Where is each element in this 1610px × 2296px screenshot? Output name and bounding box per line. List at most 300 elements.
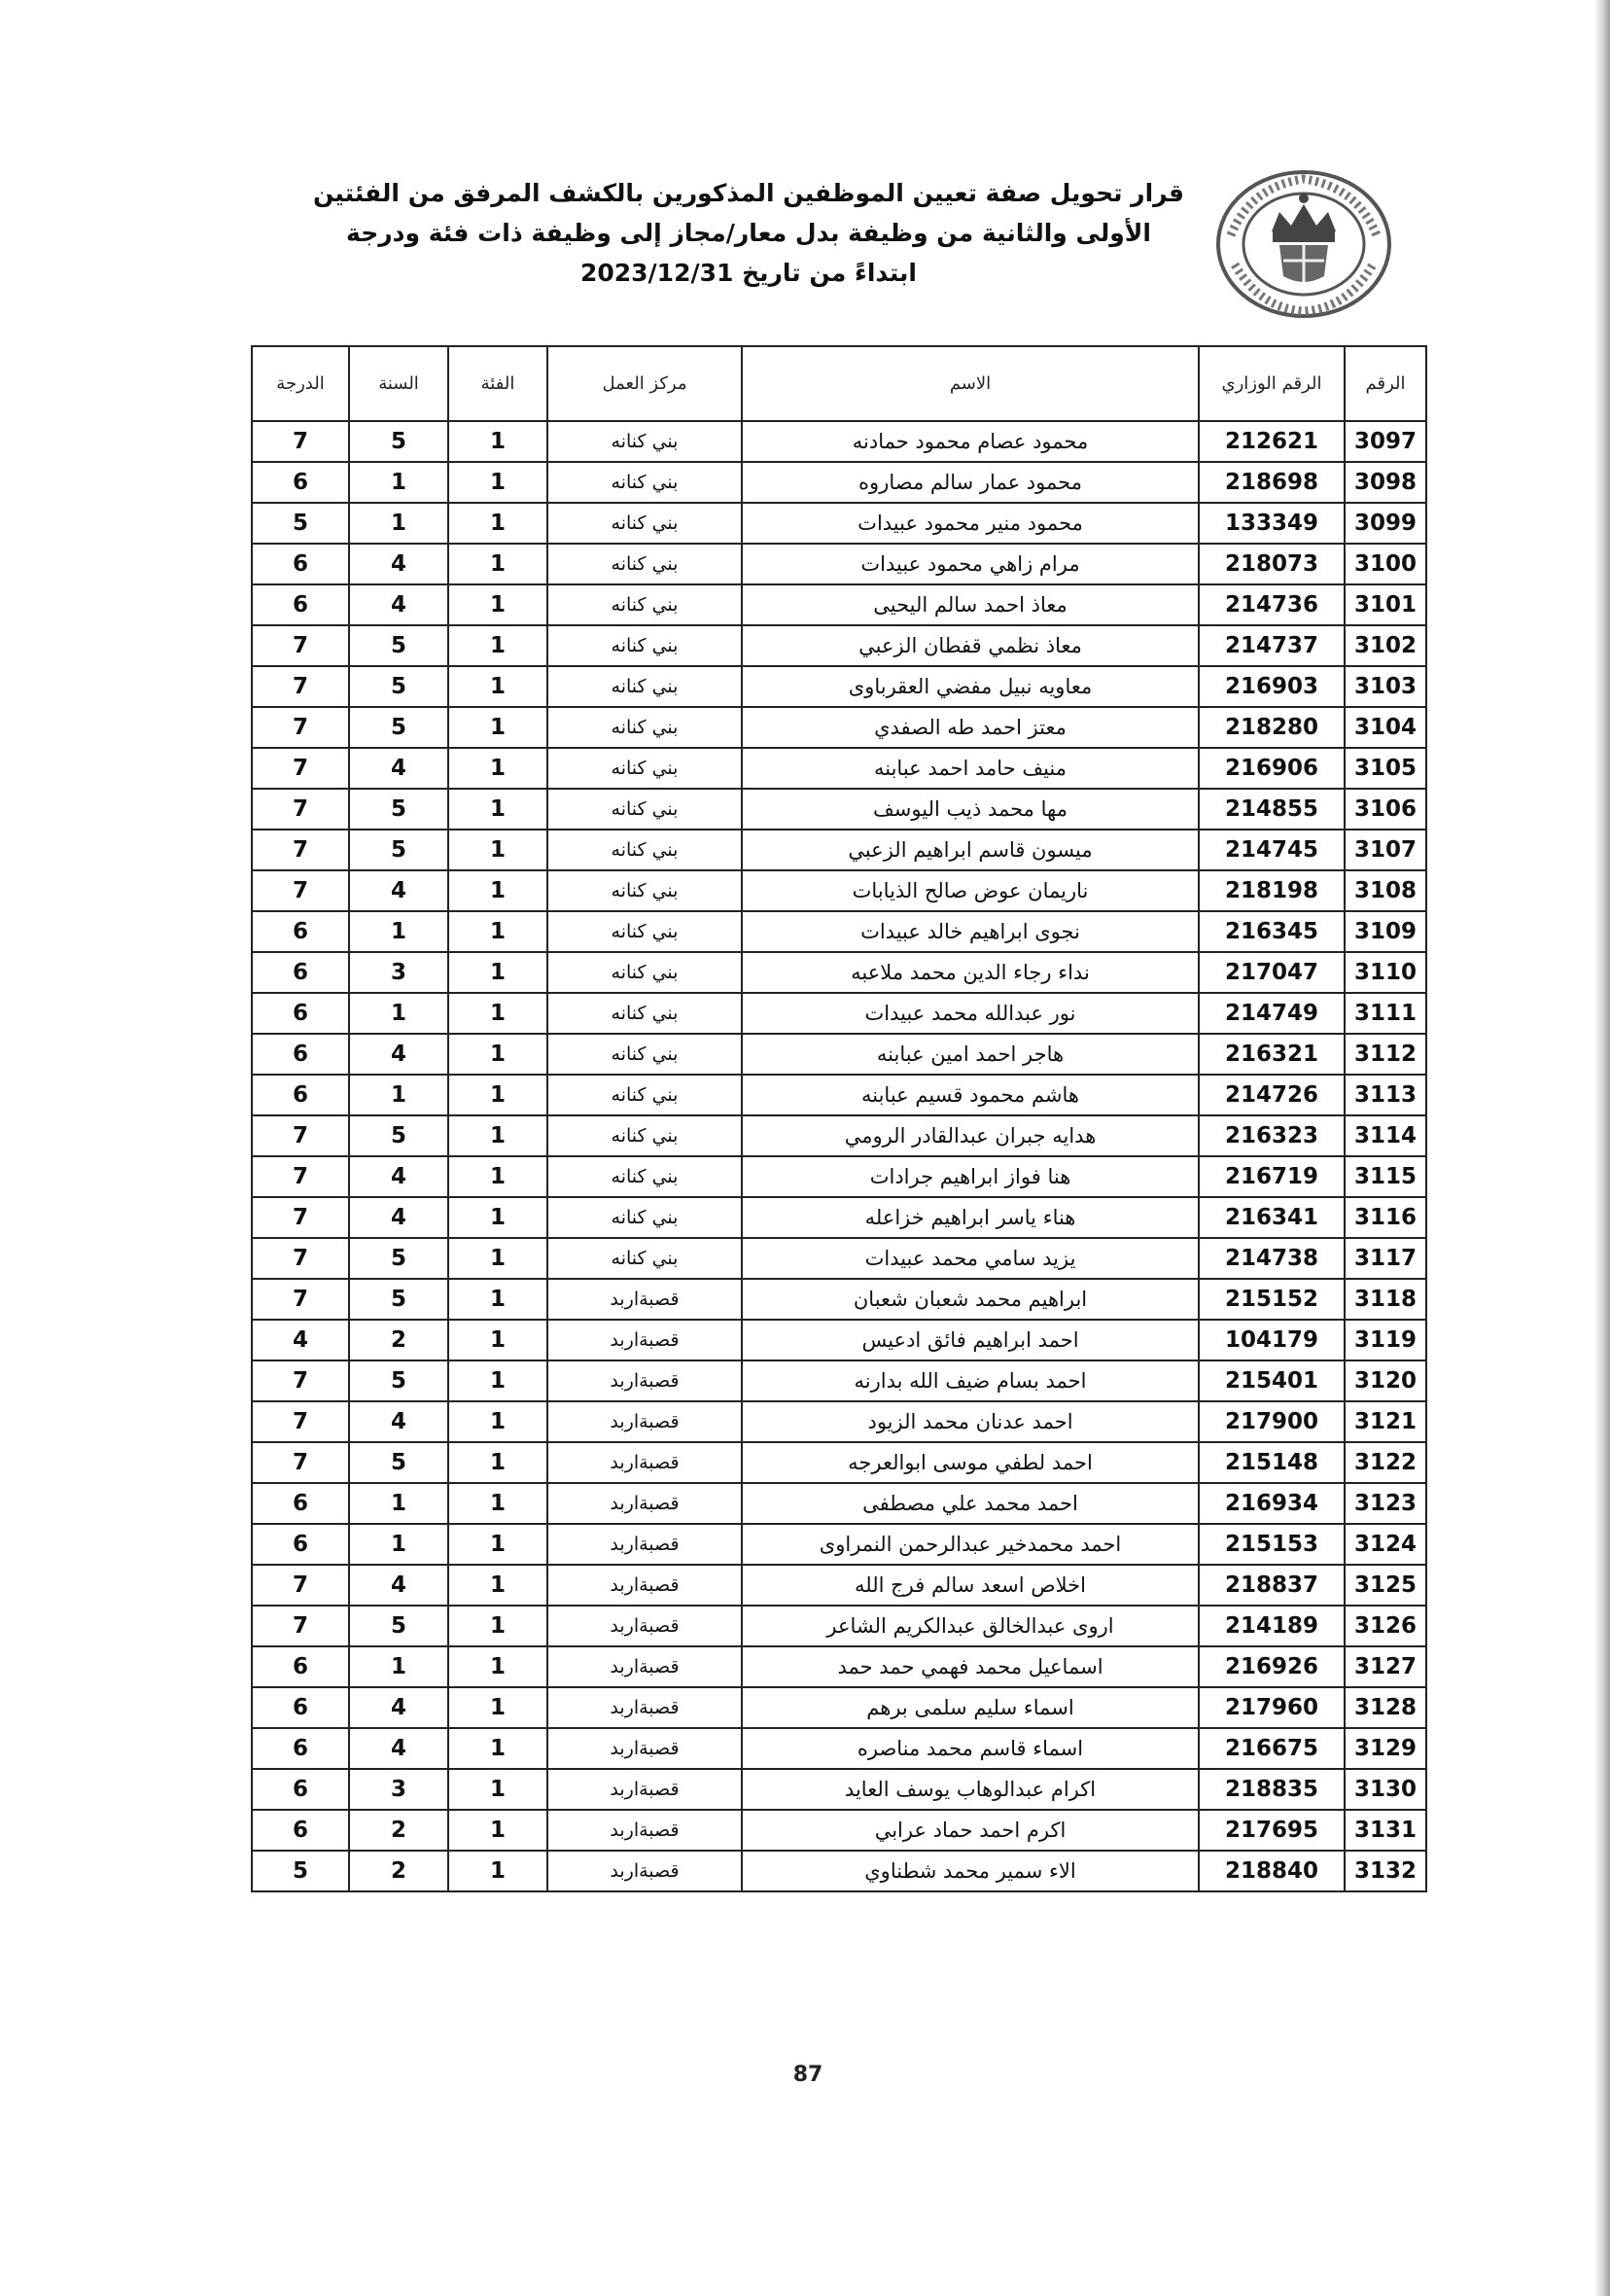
cell-grade: 7 xyxy=(252,707,349,748)
cell-num: 3125 xyxy=(1345,1565,1426,1606)
cell-grade: 7 xyxy=(252,1401,349,1442)
cell-num: 3117 xyxy=(1345,1238,1426,1279)
cell-location: قصبةاربد xyxy=(547,1646,742,1687)
cell-name: محمود عصام محمود حمادنه xyxy=(742,421,1199,462)
cell-ministry-no: 214855 xyxy=(1199,789,1345,830)
table-row xyxy=(252,1034,1426,1075)
cell-year: 1 xyxy=(349,1483,448,1524)
cell-num: 3127 xyxy=(1345,1646,1426,1687)
cell-grade: 7 xyxy=(252,1442,349,1483)
cell-name: معتز احمد طه الصفدي xyxy=(742,707,1199,748)
cell-year: 5 xyxy=(349,421,448,462)
cell-num: 3118 xyxy=(1345,1279,1426,1320)
cell-num: 3104 xyxy=(1345,707,1426,748)
cell-num: 3102 xyxy=(1345,625,1426,666)
cell-grade: 6 xyxy=(252,1646,349,1687)
cell-location: بني كنانه xyxy=(547,666,742,707)
cell-year: 2 xyxy=(349,1810,448,1851)
cell-ministry-no: 214189 xyxy=(1199,1606,1345,1646)
cell-name: احمد عدنان محمد الزيود xyxy=(742,1401,1199,1442)
cell-name: يزيد سامي محمد عبيدات xyxy=(742,1238,1199,1279)
cell-ministry-no: 218073 xyxy=(1199,544,1345,584)
table-row xyxy=(252,1320,1426,1360)
cell-num: 3114 xyxy=(1345,1115,1426,1156)
cell-num: 3130 xyxy=(1345,1769,1426,1810)
table-row xyxy=(252,666,1426,707)
cell-name: اسماعيل محمد فهمي حمد حمد xyxy=(742,1646,1199,1687)
cell-year: 5 xyxy=(349,789,448,830)
cell-category: 1 xyxy=(448,1565,547,1606)
table-row xyxy=(252,1401,1426,1442)
cell-category: 1 xyxy=(448,911,547,952)
cell-category: 1 xyxy=(448,1851,547,1891)
cell-category: 1 xyxy=(448,1360,547,1401)
cell-category: 1 xyxy=(448,707,547,748)
cell-location: قصبةاربد xyxy=(547,1687,742,1728)
cell-location: قصبةاربد xyxy=(547,1442,742,1483)
cell-num: 3100 xyxy=(1345,544,1426,584)
cell-year: 1 xyxy=(349,993,448,1034)
cell-grade: 6 xyxy=(252,1769,349,1810)
cell-grade: 7 xyxy=(252,789,349,830)
cell-ministry-no: 218198 xyxy=(1199,870,1345,911)
table-row xyxy=(252,1238,1426,1279)
cell-location: بني كنانه xyxy=(547,1197,742,1238)
cell-num: 3115 xyxy=(1345,1156,1426,1197)
table-body xyxy=(252,421,1426,1891)
cell-grade: 7 xyxy=(252,1197,349,1238)
cell-grade: 6 xyxy=(252,1034,349,1075)
cell-name: معاويه نبيل مفضي العقرباوى xyxy=(742,666,1199,707)
header-year: السنة xyxy=(349,346,448,421)
cell-ministry-no: 215401 xyxy=(1199,1360,1345,1401)
cell-location: بني كنانه xyxy=(547,1238,742,1279)
cell-grade: 6 xyxy=(252,1687,349,1728)
table-row xyxy=(252,911,1426,952)
title-line-2: الأولى والثانية من وظيفة بدل معار/مجاز إلى وظيفة ذات فئة ودرجة xyxy=(346,219,1151,247)
cell-ministry-no: 216345 xyxy=(1199,911,1345,952)
cell-ministry-no: 216341 xyxy=(1199,1197,1345,1238)
cell-location: بني كنانه xyxy=(547,911,742,952)
cell-category: 1 xyxy=(448,1810,547,1851)
cell-category: 1 xyxy=(448,1646,547,1687)
cell-category: 1 xyxy=(448,503,547,544)
cell-ministry-no: 214726 xyxy=(1199,1075,1345,1115)
cell-year: 3 xyxy=(349,952,448,993)
header-ministry-no: الرقم الوزاري xyxy=(1199,346,1345,421)
table-row xyxy=(252,1156,1426,1197)
table-row xyxy=(252,1565,1426,1606)
cell-year: 4 xyxy=(349,1687,448,1728)
cell-grade: 7 xyxy=(252,1279,349,1320)
cell-category: 1 xyxy=(448,666,547,707)
cell-name: اكرم احمد حماد عرابي xyxy=(742,1810,1199,1851)
cell-year: 4 xyxy=(349,1156,448,1197)
cell-location: قصبةاربد xyxy=(547,1320,742,1360)
cell-grade: 6 xyxy=(252,911,349,952)
cell-grade: 6 xyxy=(252,993,349,1034)
cell-num: 3106 xyxy=(1345,789,1426,830)
cell-ministry-no: 216675 xyxy=(1199,1728,1345,1769)
cell-year: 5 xyxy=(349,666,448,707)
cell-year: 1 xyxy=(349,1524,448,1565)
cell-ministry-no: 218840 xyxy=(1199,1851,1345,1891)
table-row xyxy=(252,625,1426,666)
table-row xyxy=(252,1810,1426,1851)
cell-grade: 7 xyxy=(252,830,349,870)
cell-num: 3120 xyxy=(1345,1360,1426,1401)
cell-location: بني كنانه xyxy=(547,1115,742,1156)
cell-name: نجوى ابراهيم خالد عبيدات xyxy=(742,911,1199,952)
cell-year: 4 xyxy=(349,1034,448,1075)
header-category: الفئة xyxy=(448,346,547,421)
cell-num: 3099 xyxy=(1345,503,1426,544)
cell-ministry-no: 218835 xyxy=(1199,1769,1345,1810)
cell-ministry-no: 104179 xyxy=(1199,1320,1345,1360)
table-header-row xyxy=(252,346,1426,421)
cell-location: بني كنانه xyxy=(547,707,742,748)
cell-year: 4 xyxy=(349,870,448,911)
cell-name: نداء رجاء الدين محمد ملاعبه xyxy=(742,952,1199,993)
cell-category: 1 xyxy=(448,1156,547,1197)
cell-ministry-no: 217695 xyxy=(1199,1810,1345,1851)
cell-category: 1 xyxy=(448,544,547,584)
cell-category: 1 xyxy=(448,1401,547,1442)
cell-ministry-no: 214737 xyxy=(1199,625,1345,666)
cell-ministry-no: 215148 xyxy=(1199,1442,1345,1483)
cell-ministry-no: 218280 xyxy=(1199,707,1345,748)
cell-category: 1 xyxy=(448,421,547,462)
cell-year: 1 xyxy=(349,503,448,544)
cell-ministry-no: 216719 xyxy=(1199,1156,1345,1197)
cell-location: بني كنانه xyxy=(547,870,742,911)
cell-num: 3109 xyxy=(1345,911,1426,952)
table-row xyxy=(252,1646,1426,1687)
cell-name: هناء ياسر ابراهيم خزاعله xyxy=(742,1197,1199,1238)
table-row xyxy=(252,789,1426,830)
cell-num: 3116 xyxy=(1345,1197,1426,1238)
table-row xyxy=(252,707,1426,748)
cell-name: هدايه جبران عبدالقادر الرومي xyxy=(742,1115,1199,1156)
cell-ministry-no: 214738 xyxy=(1199,1238,1345,1279)
cell-year: 4 xyxy=(349,1401,448,1442)
ministry-crown-emblem-icon xyxy=(1211,167,1396,321)
cell-grade: 5 xyxy=(252,503,349,544)
table-row xyxy=(252,1483,1426,1524)
cell-num: 3121 xyxy=(1345,1401,1426,1442)
cell-category: 1 xyxy=(448,1728,547,1769)
cell-category: 1 xyxy=(448,952,547,993)
cell-ministry-no: 133349 xyxy=(1199,503,1345,544)
cell-num: 3110 xyxy=(1345,952,1426,993)
cell-name: محمود منير محمود عبيدات xyxy=(742,503,1199,544)
table-row xyxy=(252,1769,1426,1810)
cell-ministry-no: 218837 xyxy=(1199,1565,1345,1606)
cell-category: 1 xyxy=(448,1238,547,1279)
cell-ministry-no: 214745 xyxy=(1199,830,1345,870)
cell-location: بني كنانه xyxy=(547,993,742,1034)
table-row xyxy=(252,993,1426,1034)
cell-name: ابراهيم محمد شعبان شعبان xyxy=(742,1279,1199,1320)
cell-category: 1 xyxy=(448,462,547,503)
cell-grade: 7 xyxy=(252,625,349,666)
cell-year: 5 xyxy=(349,625,448,666)
cell-num: 3103 xyxy=(1345,666,1426,707)
cell-year: 4 xyxy=(349,1565,448,1606)
cell-name: ميسون قاسم ابراهيم الزعبي xyxy=(742,830,1199,870)
cell-num: 3107 xyxy=(1345,830,1426,870)
table-row xyxy=(252,952,1426,993)
cell-name: هاجر احمد امين عبابنه xyxy=(742,1034,1199,1075)
cell-category: 1 xyxy=(448,584,547,625)
cell-location: قصبةاربد xyxy=(547,1769,742,1810)
table-row xyxy=(252,1728,1426,1769)
cell-name: مها محمد ذيب اليوسف xyxy=(742,789,1199,830)
table-row xyxy=(252,1687,1426,1728)
page-number: 87 xyxy=(792,2063,823,2087)
cell-ministry-no: 218698 xyxy=(1199,462,1345,503)
cell-grade: 7 xyxy=(252,1565,349,1606)
cell-name: معاذ نظمي قفطان الزعبي xyxy=(742,625,1199,666)
cell-grade: 7 xyxy=(252,748,349,789)
cell-year: 3 xyxy=(349,1769,448,1810)
cell-grade: 6 xyxy=(252,1075,349,1115)
cell-name: منيف حامد احمد عبابنه xyxy=(742,748,1199,789)
cell-location: بني كنانه xyxy=(547,625,742,666)
cell-num: 3112 xyxy=(1345,1034,1426,1075)
cell-year: 2 xyxy=(349,1320,448,1360)
title-line-3: ابتداءً من تاريخ 2023/12/31 xyxy=(579,259,918,287)
cell-category: 1 xyxy=(448,1197,547,1238)
cell-num: 3097 xyxy=(1345,421,1426,462)
cell-category: 1 xyxy=(448,1483,547,1524)
cell-category: 1 xyxy=(448,1320,547,1360)
cell-grade: 6 xyxy=(252,544,349,584)
cell-year: 1 xyxy=(349,1646,448,1687)
title-line-1: قرار تحويل صفة تعيين الموظفين المذكورين بالكشف المرفق من الفئتين xyxy=(312,179,1185,207)
cell-num: 3129 xyxy=(1345,1728,1426,1769)
cell-year: 1 xyxy=(349,462,448,503)
cell-year: 4 xyxy=(349,544,448,584)
cell-location: قصبةاربد xyxy=(547,1810,742,1851)
cell-grade: 7 xyxy=(252,1360,349,1401)
table-row xyxy=(252,870,1426,911)
cell-name: اسماء سليم سلمى برهم xyxy=(742,1687,1199,1728)
cell-num: 3113 xyxy=(1345,1075,1426,1115)
table-row xyxy=(252,1075,1426,1115)
table-row xyxy=(252,1524,1426,1565)
cell-location: قصبةاربد xyxy=(547,1360,742,1401)
cell-year: 4 xyxy=(349,1728,448,1769)
cell-category: 1 xyxy=(448,1034,547,1075)
header-name: الاسم xyxy=(742,346,1199,421)
cell-grade: 7 xyxy=(252,1238,349,1279)
table-row xyxy=(252,421,1426,462)
table-row xyxy=(252,748,1426,789)
cell-year: 1 xyxy=(349,1075,448,1115)
table-row xyxy=(252,1442,1426,1483)
cell-category: 1 xyxy=(448,1115,547,1156)
cell-grade: 7 xyxy=(252,1115,349,1156)
header-location: مركز العمل xyxy=(547,346,742,421)
cell-category: 1 xyxy=(448,1524,547,1565)
cell-location: بني كنانه xyxy=(547,421,742,462)
header-num: الرقم xyxy=(1345,346,1426,421)
cell-year: 2 xyxy=(349,1851,448,1891)
cell-category: 1 xyxy=(448,1769,547,1810)
cell-location: بني كنانه xyxy=(547,952,742,993)
cell-ministry-no: 214736 xyxy=(1199,584,1345,625)
cell-category: 1 xyxy=(448,870,547,911)
cell-num: 3101 xyxy=(1345,584,1426,625)
cell-ministry-no: 217047 xyxy=(1199,952,1345,993)
cell-year: 5 xyxy=(349,1442,448,1483)
cell-category: 1 xyxy=(448,830,547,870)
table-row xyxy=(252,830,1426,870)
page-edge-shadow xyxy=(1594,0,1610,2296)
cell-ministry-no: 215152 xyxy=(1199,1279,1345,1320)
cell-num: 3123 xyxy=(1345,1483,1426,1524)
cell-category: 1 xyxy=(448,1279,547,1320)
cell-year: 5 xyxy=(349,1360,448,1401)
table-row xyxy=(252,1360,1426,1401)
cell-ministry-no: 215153 xyxy=(1199,1524,1345,1565)
cell-name: احمد محمد علي مصطفى xyxy=(742,1483,1199,1524)
cell-name: اكرام عبدالوهاب يوسف العايد xyxy=(742,1769,1199,1810)
cell-grade: 7 xyxy=(252,1606,349,1646)
cell-location: بني كنانه xyxy=(547,462,742,503)
cell-name: هاشم محمود قسيم عبابنه xyxy=(742,1075,1199,1115)
cell-grade: 4 xyxy=(252,1320,349,1360)
cell-num: 3098 xyxy=(1345,462,1426,503)
table-row xyxy=(252,1197,1426,1238)
cell-category: 1 xyxy=(448,1687,547,1728)
cell-category: 1 xyxy=(448,748,547,789)
cell-ministry-no: 216323 xyxy=(1199,1115,1345,1156)
cell-ministry-no: 216906 xyxy=(1199,748,1345,789)
cell-location: قصبةاربد xyxy=(547,1401,742,1442)
cell-name: احمد محمدخير عبدالرحمن النمراوى xyxy=(742,1524,1199,1565)
cell-ministry-no: 217960 xyxy=(1199,1687,1345,1728)
cell-location: بني كنانه xyxy=(547,1034,742,1075)
cell-num: 3105 xyxy=(1345,748,1426,789)
cell-location: بني كنانه xyxy=(547,748,742,789)
cell-num: 3132 xyxy=(1345,1851,1426,1891)
cell-year: 4 xyxy=(349,748,448,789)
cell-ministry-no: 216934 xyxy=(1199,1483,1345,1524)
cell-num: 3108 xyxy=(1345,870,1426,911)
cell-location: بني كنانه xyxy=(547,1075,742,1115)
cell-category: 1 xyxy=(448,625,547,666)
cell-year: 5 xyxy=(349,707,448,748)
cell-location: قصبةاربد xyxy=(547,1606,742,1646)
cell-grade: 7 xyxy=(252,666,349,707)
cell-location: بني كنانه xyxy=(547,584,742,625)
cell-category: 1 xyxy=(448,1606,547,1646)
cell-grade: 5 xyxy=(252,1851,349,1891)
table-row xyxy=(252,1851,1426,1891)
cell-ministry-no: 217900 xyxy=(1199,1401,1345,1442)
cell-ministry-no: 216926 xyxy=(1199,1646,1345,1687)
cell-num: 3122 xyxy=(1345,1442,1426,1483)
cell-category: 1 xyxy=(448,1075,547,1115)
cell-num: 3124 xyxy=(1345,1524,1426,1565)
cell-name: اسماء قاسم محمد مناصره xyxy=(742,1728,1199,1769)
cell-name: ناريمان عوض صالح الذيابات xyxy=(742,870,1199,911)
header-grade: الدرجة xyxy=(252,346,349,421)
cell-grade: 6 xyxy=(252,462,349,503)
cell-name: اخلاص اسعد سالم فرج الله xyxy=(742,1565,1199,1606)
cell-year: 5 xyxy=(349,1606,448,1646)
table-row xyxy=(252,503,1426,544)
cell-location: بني كنانه xyxy=(547,830,742,870)
employees-table xyxy=(251,345,1427,1892)
cell-num: 3128 xyxy=(1345,1687,1426,1728)
cell-year: 5 xyxy=(349,1115,448,1156)
cell-location: بني كنانه xyxy=(547,503,742,544)
cell-num: 3126 xyxy=(1345,1606,1426,1646)
cell-location: قصبةاربد xyxy=(547,1728,742,1769)
cell-name: اروى عبدالخالق عبدالكريم الشاعر xyxy=(742,1606,1199,1646)
cell-name: احمد ابراهيم فائق ادعيس xyxy=(742,1320,1199,1360)
cell-name: الاء سمير محمد شطناوي xyxy=(742,1851,1199,1891)
cell-grade: 7 xyxy=(252,421,349,462)
cell-grade: 6 xyxy=(252,1524,349,1565)
cell-year: 5 xyxy=(349,1238,448,1279)
cell-grade: 6 xyxy=(252,584,349,625)
cell-grade: 6 xyxy=(252,1483,349,1524)
cell-name: مرام زاهي محمود عبيدات xyxy=(742,544,1199,584)
cell-num: 3111 xyxy=(1345,993,1426,1034)
cell-grade: 6 xyxy=(252,952,349,993)
cell-name: معاذ احمد سالم اليحيى xyxy=(742,584,1199,625)
cell-ministry-no: 216321 xyxy=(1199,1034,1345,1075)
cell-year: 4 xyxy=(349,584,448,625)
cell-location: قصبةاربد xyxy=(547,1279,742,1320)
cell-name: احمد لطفي موسى ابوالعرجه xyxy=(742,1442,1199,1483)
cell-name: نور عبدالله محمد عبيدات xyxy=(742,993,1199,1034)
cell-grade: 6 xyxy=(252,1810,349,1851)
cell-location: بني كنانه xyxy=(547,789,742,830)
cell-ministry-no: 214749 xyxy=(1199,993,1345,1034)
cell-category: 1 xyxy=(448,789,547,830)
table-row xyxy=(252,1279,1426,1320)
table-row xyxy=(252,544,1426,584)
cell-num: 3131 xyxy=(1345,1810,1426,1851)
cell-name: محمود عمار سالم مصاروه xyxy=(742,462,1199,503)
cell-category: 1 xyxy=(448,993,547,1034)
document-title xyxy=(311,173,1186,293)
cell-grade: 6 xyxy=(252,1728,349,1769)
cell-name: احمد بسام ضيف الله بدارنه xyxy=(742,1360,1199,1401)
cell-year: 4 xyxy=(349,1197,448,1238)
cell-location: قصبةاربد xyxy=(547,1565,742,1606)
cell-num: 3119 xyxy=(1345,1320,1426,1360)
cell-grade: 7 xyxy=(252,870,349,911)
cell-year: 5 xyxy=(349,830,448,870)
table-row xyxy=(252,1115,1426,1156)
table-row xyxy=(252,1606,1426,1646)
cell-grade: 7 xyxy=(252,1156,349,1197)
cell-year: 1 xyxy=(349,911,448,952)
cell-ministry-no: 216903 xyxy=(1199,666,1345,707)
cell-name: هنا فواز ابراهيم جرادات xyxy=(742,1156,1199,1197)
cell-location: قصبةاربد xyxy=(547,1483,742,1524)
table-row xyxy=(252,584,1426,625)
cell-location: بني كنانه xyxy=(547,544,742,584)
cell-location: بني كنانه xyxy=(547,1156,742,1197)
cell-location: قصبةاربد xyxy=(547,1524,742,1565)
